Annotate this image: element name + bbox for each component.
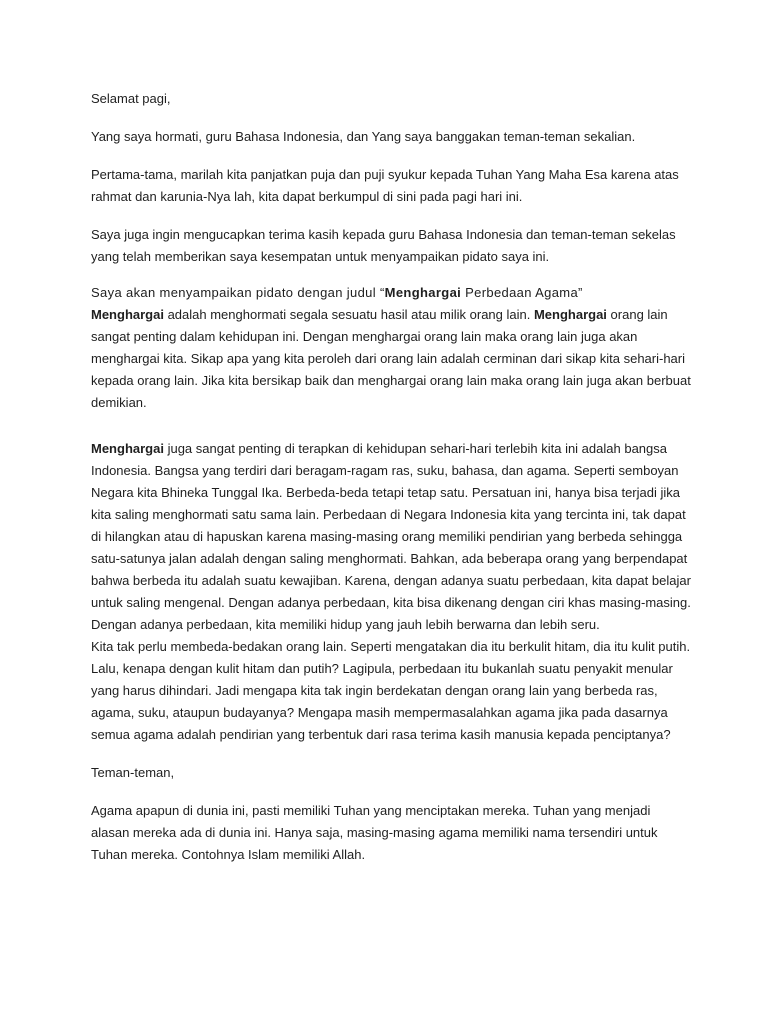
- greeting: Selamat pagi,: [91, 91, 171, 106]
- p2-bold-1: Menghargai: [91, 441, 164, 456]
- paragraph-1: [91, 304, 691, 414]
- p1-bold-2: Menghargai: [533, 307, 607, 322]
- paragraph-3: Kita tak perlu membeda-bedakan orang lain. Seperti mengatakan dia itu berkulit hitam, dia itu kulit putih. Lalu, kenapa dengan kulit hitam dan putih? Lagipula, perbedaan itu bukanlah suatu penyakit menular yang harus dihindari. Jadi mengapa kita tak ingin berdekatan dengan orang lain yang berbeda ras, agama, suku, ataupun budayanya? Mengapa masih mempermasalahkan agama jika pada dasarnya semua agama adalah pendirian yang terbentuk dari rasa terima kasih manusia kepada penciptanya?: [91, 639, 691, 742]
- p1-text-1: adalah menghormati segala sesuatu hasil atau milik orang lain.: [163, 307, 534, 322]
- address-line: Teman-teman,: [91, 765, 175, 780]
- paragraph-4: Agama apapun di dunia ini, pasti memiliki Tuhan yang menciptakan mereka. Tuhan yang menjadi alasan mereka ada di dunia ini. Hanya saja, masing-masing agama memiliki nama tersendiri untuk Tuhan mereka. Contohnya Islam memiliki Allah.: [91, 803, 658, 862]
- document-page: [91, 88, 691, 866]
- p1-text-2: orang lain sangat penting dalam kehidupan ini. Dengan menghargai orang lain maka orang lain juga akan menghargai kita. Sikap apa yang kita peroleh dari orang lain adalah cerminan dari sikap kita sehari-hari kepada orang lain. Jika kita bersikap baik dan menghargai orang lain maka orang lain juga akan berbuat demikian.: [91, 307, 691, 410]
- title-prefix: Saya akan menyampaikan pidato dengan judul “: [91, 285, 385, 300]
- title-bold: Menghargai: [384, 285, 462, 300]
- paragraph-2: [91, 438, 691, 636]
- salutation: Yang saya hormati, guru Bahasa Indonesia, dan Yang saya banggakan teman-teman sekalian.: [91, 129, 636, 144]
- thanks-paragraph: Saya juga ingin mengucapkan terima kasih kepada guru Bahasa Indonesia dan teman-teman sekelas yang telah memberikan saya kesempatan untuk menyampaikan pidato saya ini.: [91, 227, 676, 264]
- title-line: [91, 282, 691, 304]
- p1-bold-1: Menghargai: [91, 307, 164, 322]
- opening-paragraph: Pertama-tama, marilah kita panjatkan puja dan puji syukur kepada Tuhan Yang Maha Esa karena atas rahmat dan karunia-Nya lah, kita dapat berkumpul di sini pada pagi hari ini.: [91, 167, 679, 204]
- title-suffix: Perbedaan Agama”: [461, 285, 583, 300]
- p2-text-1: juga sangat penting di terapkan di kehidupan sehari-hari terlebih kita ini adalah bangsa Indonesia. Bangsa yang terdiri dari beragam-ragam ras, suku, bahasa, dan agama. Seperti semboyan Negara kita Bhineka Tunggal Ika. Berbeda-beda tetapi tetap satu. Persatuan ini, hanya bisa terjadi jika kita saling menghormati satu sama lain. Perbedaan di Negara Indonesia kita yang tercinta ini, tak dapat di hilangkan atau di hapuskan karena masing-masing orang memiliki pendirian yang berbeda sehingga satu-satunya jalan adalah dengan saling menghormati. Bahkan, ada beberapa orang yang berpendapat bahwa berbeda itu adalah suatu kewajiban. Karena, dengan adanya suatu perbedaan, kita dapat belajar untuk saling mengenal. Dengan adanya perbedaan, kita bisa dikenang dengan ciri khas masing-masing. Dengan adanya perbedaan, kita memiliki hidup yang jauh lebih berwarna dan lebih seru.: [91, 441, 691, 632]
